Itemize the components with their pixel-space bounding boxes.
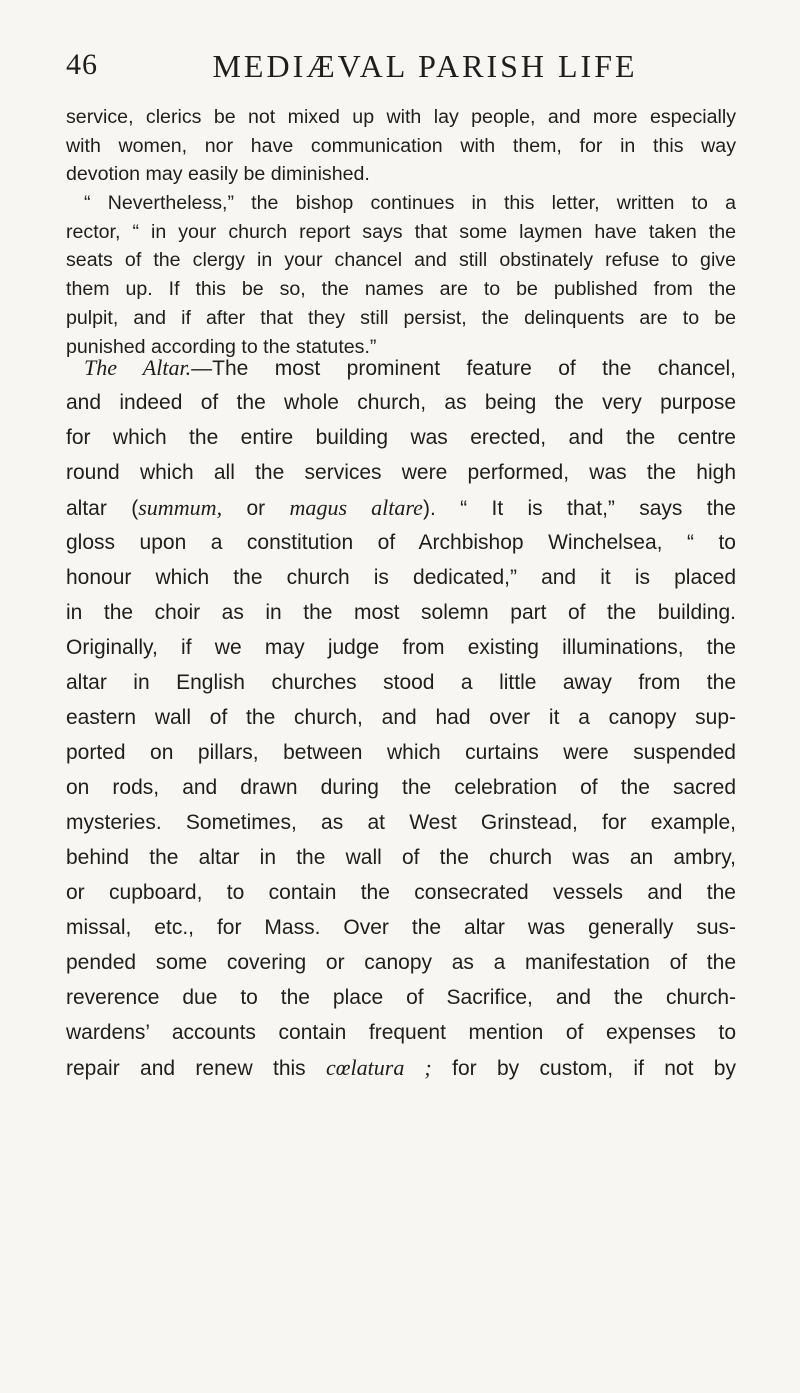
text-line: and indeed of the whole church, as being the very purpose xyxy=(66,391,736,414)
text-run: —The most prominent feature of the chancel, xyxy=(191,357,736,380)
body-text-altar xyxy=(66,350,736,1085)
text-line xyxy=(66,1050,736,1085)
text-line: devotion may easily be diminished. xyxy=(66,163,370,186)
text-line: punished according to the statutes.” xyxy=(66,335,377,358)
text-line: with women, nor have communication with them, for in this way xyxy=(66,134,736,157)
text-run: altar ( xyxy=(66,497,139,520)
text-line: or cupboard, to contain the consecrated vessels and the xyxy=(66,881,736,904)
body-text-upper xyxy=(66,103,736,361)
text-line: behind the altar in the wall of the church was an ambry, xyxy=(66,846,736,869)
text-line: on rods, and drawn during the celebration of the sacred xyxy=(66,776,736,799)
text-line: pended some covering or canopy as a manifestation of the xyxy=(66,951,736,974)
text-line xyxy=(66,490,736,525)
text-line: wardens’ accounts contain frequent mention of expenses to xyxy=(66,1021,736,1044)
text-line: rector, “ in your church report says that some laymen have taken the xyxy=(66,220,736,243)
text-line: ported on pillars, between which curtains were suspended xyxy=(66,741,736,764)
text-run: ). “ It is that,” says the xyxy=(422,497,736,520)
text-line: eastern wall of the church, and had over it a canopy sup- xyxy=(66,706,736,729)
text-run: or xyxy=(222,497,290,520)
text-line: them up. If this be so, the names are to be published from the xyxy=(66,278,736,301)
text-line: gloss upon a constitution of Archbishop Winchelsea, “ to xyxy=(66,531,736,554)
text-line: round which all the services were performed, was the high xyxy=(66,461,736,484)
text-line: pulpit, and if after that they still persist, the delinquents are to be xyxy=(66,306,736,329)
text-run: repair and renew this xyxy=(66,1057,327,1080)
page-number: 46 xyxy=(66,48,98,81)
section-heading-italic: The Altar. xyxy=(84,355,192,380)
text-line: reverence due to the place of Sacrifice, and the church- xyxy=(66,986,736,1009)
text-line: for which the entire building was erected, and the centre xyxy=(66,426,736,449)
text-line: service, clerics be not mixed up with lay people, and more especially xyxy=(66,106,736,128)
italic-term: cœlatura ; xyxy=(326,1055,432,1080)
text-line: altar in English churches stood a little away from the xyxy=(66,671,736,694)
italic-term: magus altare xyxy=(289,495,423,520)
text-line: seats of the clergy in your chancel and still obstinately refuse to give xyxy=(66,249,736,272)
text-line: missal, etc., for Mass. Over the altar was generally sus- xyxy=(66,916,736,939)
text-line: in the choir as in the most solemn part of the building. xyxy=(66,601,736,624)
running-title: MEDIÆVAL PARISH LIFE xyxy=(212,48,638,84)
text-line: mysteries. Sometimes, as at West Grinstead, for example, xyxy=(66,811,736,834)
text-line: Originally, if we may judge from existing illuminations, the xyxy=(66,636,736,659)
text-line: “ Nevertheless,” the bishop continues in this letter, written to a xyxy=(84,192,736,215)
text-line: honour which the church is dedicated,” and it is placed xyxy=(66,566,736,589)
text-line xyxy=(66,350,736,385)
text-run: for by custom, if not by xyxy=(431,1057,736,1080)
page-header xyxy=(66,48,736,88)
italic-term: summum, xyxy=(138,495,223,520)
